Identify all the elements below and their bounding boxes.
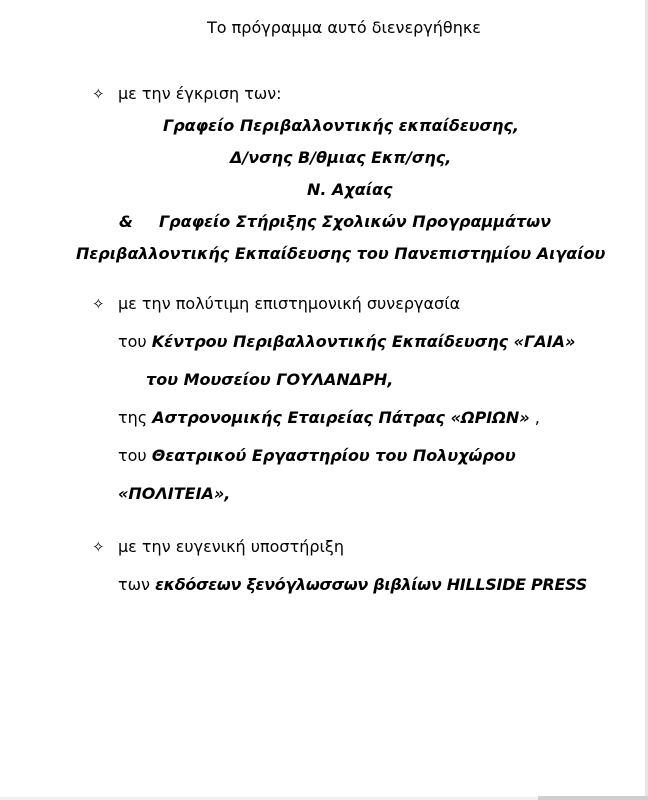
collab-line-1 — [118, 332, 575, 352]
collab-line-1-prefix: του — [118, 332, 147, 351]
collab-line-3-org: Αστρονομικής Εταιρείας Πάτρας «ΩΡΙΩΝ» — [152, 408, 530, 427]
support-intro: με την ευγενική υποστήριξη — [118, 537, 344, 556]
approval-line-5: Περιβαλλοντικής Εκπαίδευσης του Πανεπιστημίου Αιγαίου — [76, 244, 606, 263]
approval-line-4: Γραφείο Στήριξης Σχολικών Προγραμμάτων — [158, 212, 552, 231]
collab-line-4 — [118, 446, 516, 466]
approval-line-1: Γραφείο Περιβαλλοντικής εκπαίδευσης, — [163, 116, 519, 135]
collab-line-3 — [118, 408, 540, 428]
collab-line-4-prefix: του — [118, 446, 147, 465]
collaboration-intro: με την πολύτιμη επιστημονική συνεργασία — [118, 294, 461, 313]
bullet-icon: ✧ — [92, 538, 105, 556]
bullet-icon: ✧ — [92, 85, 105, 103]
scan-edge-bottom-dark — [538, 796, 648, 800]
ampersand: & — [119, 212, 133, 231]
approval-line-3: Ν. Αχαίας — [307, 180, 393, 199]
approval-line-4-row — [119, 212, 551, 232]
collab-line-3-prefix: της — [118, 408, 148, 427]
support-line-1-prefix: των — [118, 575, 150, 594]
page-heading: Το πρόγραμμα αυτό διενεργήθηκε — [207, 18, 481, 37]
collab-line-4-org: Θεατρικού Εργαστηρίου του Πολυχώρου — [151, 446, 516, 465]
collab-line-3-suffix: , — [534, 408, 540, 427]
bullet-icon: ✧ — [92, 295, 105, 313]
support-line-1-org: εκδόσεων ξενόγλωσσων βιβλίων HILLSIDE PRESS — [155, 575, 587, 594]
approval-line-2: Δ/νσης Β/θμιας Εκπ/σης, — [230, 148, 452, 167]
support-line-1 — [118, 575, 587, 595]
collab-line-2: του Μουσείου ΓΟΥΛΑΝΔΡΗ, — [146, 370, 394, 389]
approval-intro: με την έγκριση των: — [118, 84, 282, 103]
collab-line-1-org: Κέντρου Περιβαλλοντικής Εκπαίδευσης «ΓΑΙΑ» — [151, 332, 576, 351]
collab-line-5: «ΠΟΛΙΤΕΙΑ», — [118, 484, 231, 503]
